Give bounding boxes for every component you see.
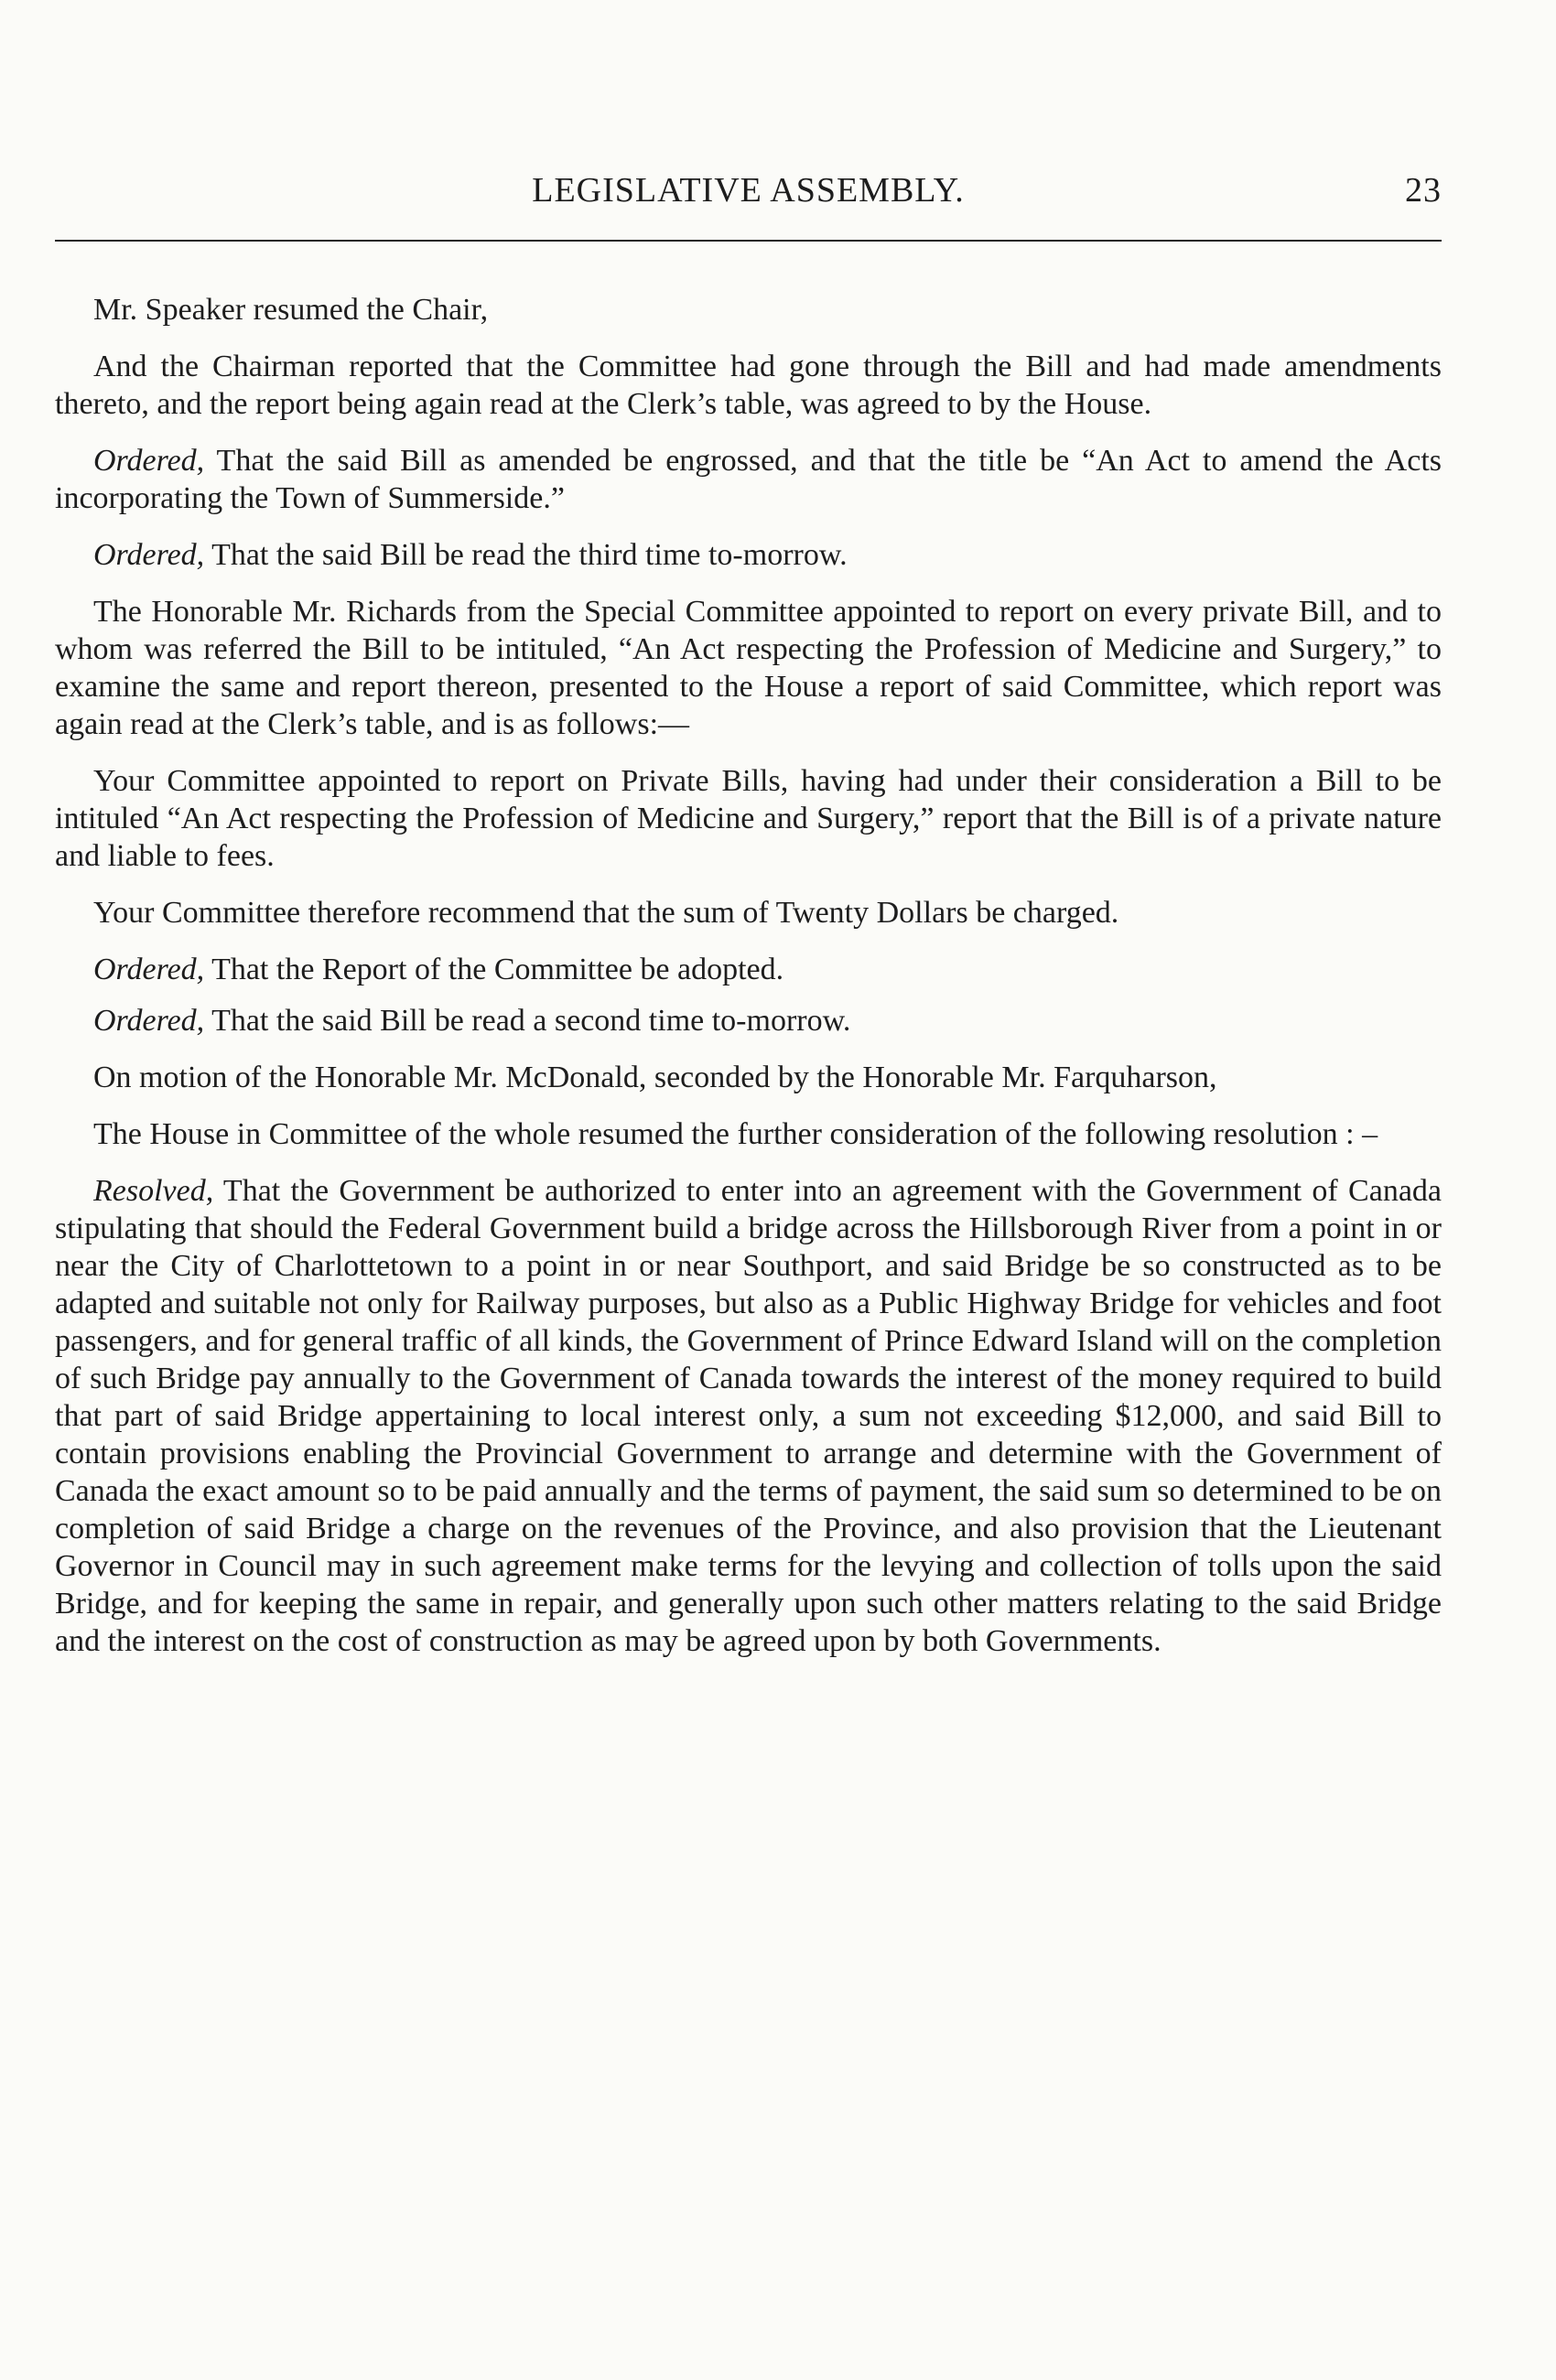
paragraph-speaker-resumed xyxy=(55,291,1442,328)
running-header xyxy=(55,170,1442,216)
paragraph-richards-report xyxy=(55,593,1442,743)
page-title: LEGISLATIVE ASSEMBLY. xyxy=(532,171,965,210)
ordered-label: Ordered, xyxy=(93,538,205,572)
paragraph-ordered-third-reading xyxy=(55,536,1442,574)
paragraph-house-committee xyxy=(55,1115,1442,1153)
paragraph-text: The House in Committee of the whole resumed the further consideration of the following resolution : – xyxy=(93,1117,1378,1151)
paragraph-ordered-adopted xyxy=(55,951,1442,988)
resolved-label: Resolved, xyxy=(93,1174,214,1208)
paragraph-motion xyxy=(55,1059,1442,1096)
header-rule xyxy=(55,240,1442,242)
body-text xyxy=(55,291,1442,1679)
paragraph-text: Mr. Speaker resumed the Chair, xyxy=(93,293,489,327)
paragraph-text: And the Chairman reported that the Committee had gone through the Bill and had made amendments thereto, and the report being again read at the Clerk’s table, was agreed to by the House. xyxy=(55,350,1442,421)
paragraph-text: That the said Bill be read the third time to-morrow. xyxy=(204,538,848,572)
paragraph-committee-report xyxy=(55,762,1442,875)
paragraph-text: Your Committee appointed to report on Private Bills, having had under their consideration a Bill to be intituled “An Act respecting the Profession of Medicine and Surgery,” report that the Bill is of a private nature and liable to fees. xyxy=(55,764,1442,873)
paragraph-text: That the said Bill be read a second time to-morrow. xyxy=(204,1004,851,1038)
paragraph-text: That the said Bill as amended be engrossed, and that the title be “An Act to amend the Acts incorporating the Town of Summerside.” xyxy=(55,444,1442,515)
paragraph-text: That the Government be authorized to enter into an agreement with the Government of Canada stipulating that should the Federal Government build a bridge across the Hillsborough River from a point in or near the City of Charlottetown to a point in or near Southport, and said Bridge be so constructed as to be adapted and suitable not only for Railway purposes, but also as a Public Highway Bridge for vehicles and foot passengers, and for general traffic of all kinds, the Government of Prince Edward Island will on the completion of such Bridge pay annually to the Government of Canada towards the interest of the money required to build that part of said Bridge appertaining to local interest only, a sum not exceeding $12,000, and said Bill to contain provisions enabling the Provincial Government to arrange and determine with the Government of Canada the exact amount so to be paid annually and the terms of payment, the said sum so determined to be on completion of said Bridge a charge on the revenues of the Province, and also provision that the Lieutenant Governor in Council may in such agreement make terms for the levying and collection of tolls upon the said Bridge, and for keeping the same in repair, and generally upon such other matters relating to the said Bridge and the interest on the cost of construction as may be agreed upon by both Governments. xyxy=(55,1174,1442,1658)
paragraph-text: On motion of the Honorable Mr. McDonald, seconded by the Honorable Mr. Farquharson, xyxy=(93,1061,1217,1094)
paragraph-chairman-report xyxy=(55,348,1442,423)
paragraph-ordered-engrossed xyxy=(55,442,1442,517)
page-number: 23 xyxy=(1405,171,1442,210)
paragraph-ordered-second-reading xyxy=(55,1002,1442,1039)
paragraph-resolved xyxy=(55,1172,1442,1660)
ordered-label: Ordered, xyxy=(93,953,205,986)
paragraph-committee-recommend xyxy=(55,894,1442,932)
paragraph-text: Your Committee therefore recommend that the sum of Twenty Dollars be charged. xyxy=(93,896,1119,930)
paragraph-text: The Honorable Mr. Richards from the Special Committee appointed to report on every private Bill, and to whom was referred the Bill to be intituled, “An Act respecting the Profession of Medicine and Surgery,” to examine the same and report thereon, presented to the House a report of said Committee, which report was again read at the Clerk’s table, and is as follows:— xyxy=(55,595,1442,741)
ordered-label: Ordered, xyxy=(93,444,205,478)
ordered-label: Ordered, xyxy=(93,1004,205,1038)
paragraph-text: That the Report of the Committee be adopted. xyxy=(204,953,784,986)
